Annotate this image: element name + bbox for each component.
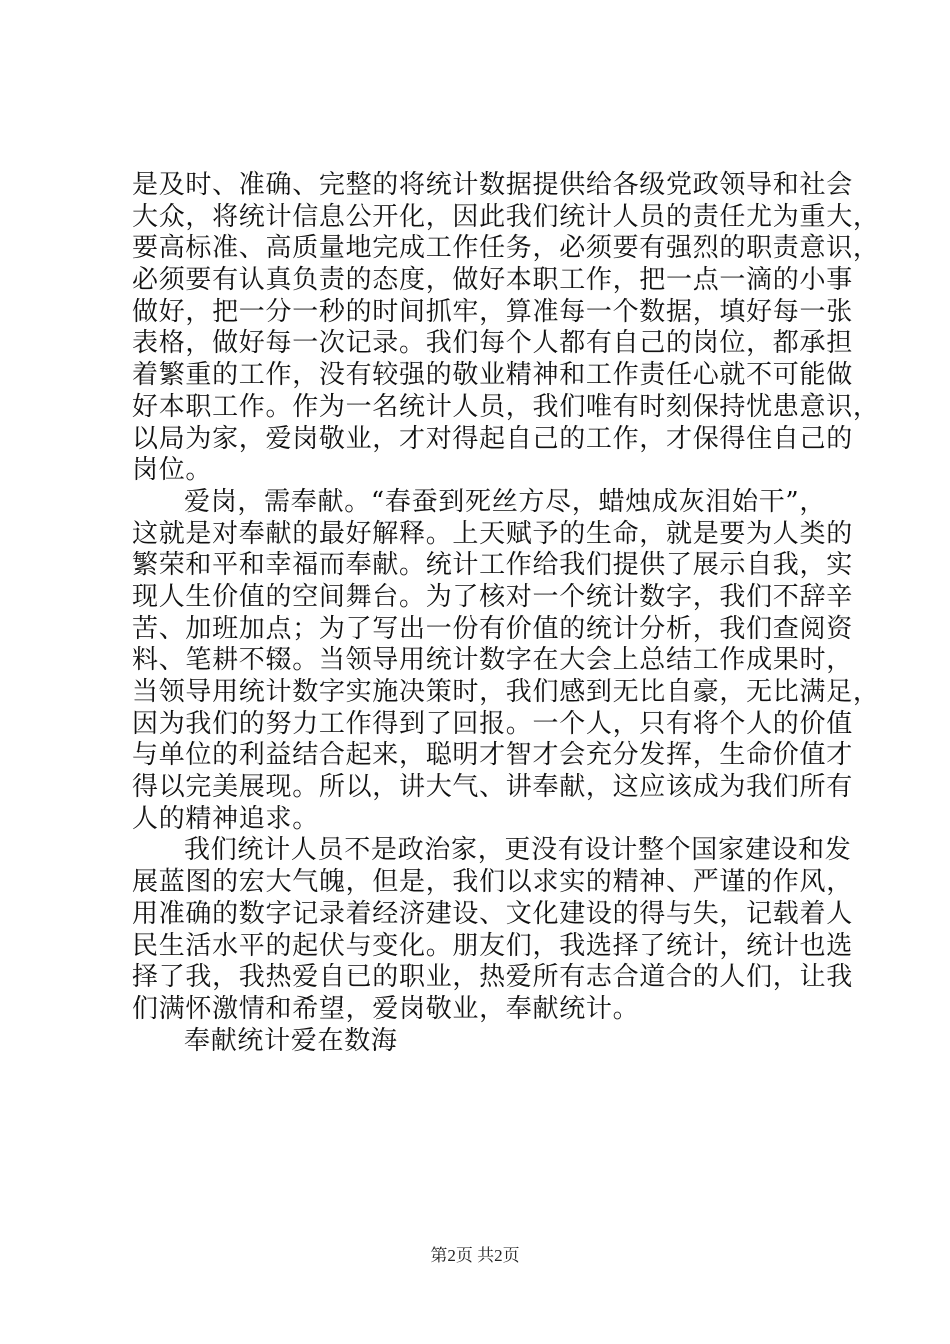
text-line: 们满怀激情和希望，爱岗敬业，奉献统计。 [132,993,640,1024]
text-line: 着繁重的工作，没有较强的敬业精神和工作责任心就不可能做 [132,360,853,391]
text-line: 苦、加班加点；为了写出一份有价值的统计分析，我们查阅资 [132,613,853,644]
text-line: 必须要有认真负责的态度，做好本职工作，把一点一滴的小事 [132,265,853,296]
paragraph-start-line: 爱岗，需奉献。“春蚕到死丝方尽，蜡烛成灰泪始干”， [184,486,827,517]
text-line: 民生活水平的起伏与变化。朋友们，我选择了统计，统计也选 [132,930,853,961]
text-line: 料、笔耕不辍。当领导用统计数字在大会上总结工作成果时， [132,645,853,676]
text-line: 当领导用统计数字实施决策时，我们感到无比自豪，无比满足， [132,677,880,707]
text-line: 与单位的利益结合起来，聪明才智才会充分发挥，生命价值才 [132,740,853,771]
text-line: 这就是对奉献的最好解释。上天赋予的生命，就是要为人类的 [132,518,853,549]
section-title-line: 奉献统计爱在数海 [184,1025,398,1056]
text-line: 现人生价值的空间舞台。为了核对一个统计数字，我们不辞辛 [132,581,853,612]
text-line: 要高标准、高质量地完成工作任务，必须要有强烈的职责意识， [132,233,880,264]
text-line: 因为我们的努力工作得到了回报。一个人，只有将个人的价值 [132,708,853,739]
text-line: 以局为家，爱岗敬业，才对得起自己的工作，才保得住自己的 [132,423,853,454]
text-line: 择了我，我热爱自已的职业，热爱所有志合道合的人们，让我 [132,962,853,993]
text-line: 好本职工作。作为一名统计人员，我们唯有时刻保持忧患意识， [132,391,880,422]
text-line: 是及时、准确、完整的将统计数据提供给各级党政领导和社会 [132,170,853,200]
text-line: 用准确的数字记录着经济建设、文化建设的得与失，记载着人 [132,898,853,929]
text-line: 大众，将统计信息公开化，因此我们统计人员的责任尤为重大， [132,201,880,232]
text-line: 得以完美展现。所以，讲大气、讲奉献，这应该成为我们所有 [132,772,853,803]
text-line: 做好，把一分一秒的时间抓牢，算准每一个数据，填好每一张 [132,296,853,327]
page-footer: 第2页 共2页 [430,1246,520,1265]
paragraph-start-line: 我们统计人员不是政治家，更没有设计整个国家建设和发 [184,835,852,866]
body-text [132,170,880,1057]
text-line: 人的精神追求。 [132,803,319,834]
text-line: 繁荣和平和幸福而奉献。统计工作给我们提供了展示自我，实 [132,550,853,581]
text-line: 岗位。 [132,455,213,486]
text-line: 表格，做好每一次记录。我们每个人都有自己的岗位，都承担 [132,328,853,359]
text-line: 展蓝图的宏大气魄，但是，我们以求实的精神、严谨的作风， [132,867,853,898]
